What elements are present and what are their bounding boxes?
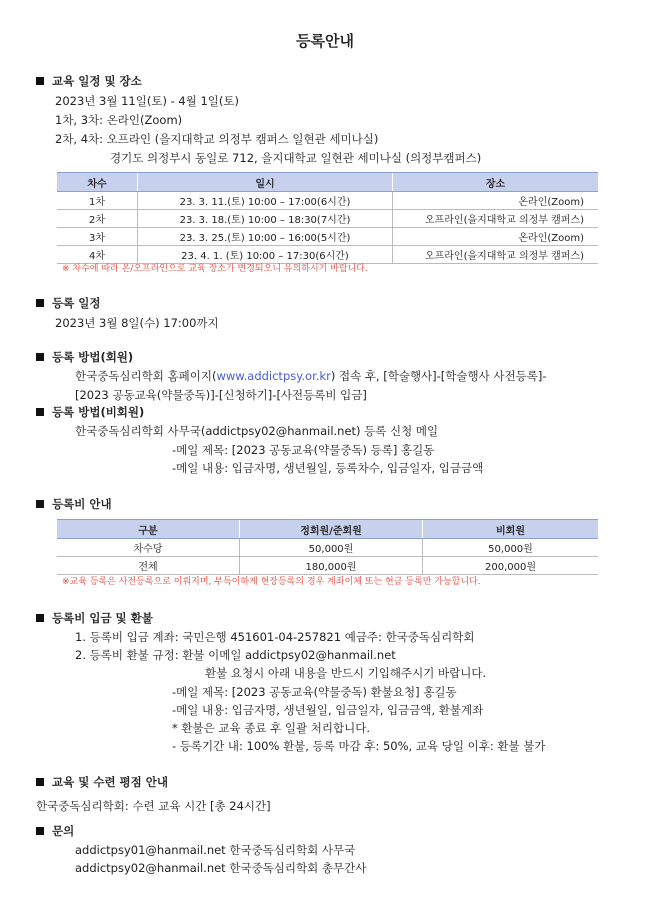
fee-table: [57, 519, 598, 575]
nonmember-method-line: 한국중독심리학회 사무국(addictpsy02@hanmail.net) 등록 신청 메일: [75, 424, 439, 438]
refund-rates: - 등록기간 내: 100% 환불, 등록 마감 후: 50%, 교육 당일 이후: 환불 불가: [172, 739, 546, 753]
table-cell: 180,000원: [240, 557, 423, 575]
section-training-credit-heading: 교육 및 수련 평점 안내: [36, 774, 168, 790]
table-header: 장소: [393, 173, 599, 192]
refund-policy: 2. 등록비 환불 규정: 환불 이메일 addictpsy02@hanmail.net: [75, 648, 396, 662]
table-cell: 50,000원: [240, 539, 423, 557]
table-cell: 차수당: [57, 539, 240, 557]
bullet-square-icon: [36, 500, 44, 508]
table-cell: 온라인(Zoom): [393, 192, 599, 210]
section-member-method-heading: 등록 방법(회원): [36, 349, 133, 365]
table-header: 정회원/준회원: [240, 520, 423, 539]
refund-processing-note: * 환불은 교육 종료 후 일괄 처리합니다.: [172, 721, 370, 735]
table-row: [57, 192, 598, 210]
bullet-square-icon: [36, 408, 44, 416]
table-header: 차수: [57, 173, 138, 192]
table-header: 비회원: [423, 520, 599, 539]
schedule-table: [57, 172, 598, 264]
schedule-address: 경기도 의정부시 동일로 712, 을지대학교 일현관 세미나실 (의정부캠퍼스): [110, 151, 482, 165]
bullet-square-icon: [36, 778, 44, 786]
schedule-offline: 2차, 4차: 오프라인 (을지대학교 의정부 캠퍼스 일현관 세미나실): [55, 132, 379, 146]
table-cell: 전체: [57, 557, 240, 575]
page-title: 등록안내: [296, 32, 354, 50]
section-nonmember-method-heading: 등록 방법(비회원): [36, 404, 144, 420]
fee-note: ※교육 등록은 사전등록으로 이뤄지며, 부득이하게 현장등록의 경우 계좌이체 또는 현금 등록만 가능합니다.: [62, 577, 481, 587]
table-cell: 200,000원: [423, 557, 599, 575]
payment-account: 1. 등록비 입금 계좌: 국민은행 451601-04-257821 예금주: 한국중독심리학회: [75, 630, 475, 644]
nonmember-mail-content: -메일 내용: 입금자명, 생년월일, 등록차수, 입금일자, 입금금액: [172, 461, 484, 475]
nonmember-mail-title: -메일 제목: [2023 공동교육(약물중독) 등록] 홍길동: [172, 443, 435, 457]
refund-mail-title: -메일 제목: [2023 공동교육(약물중독) 환불요청] 홍길동: [172, 685, 457, 699]
table-cell: 50,000원: [423, 539, 599, 557]
table-row: [57, 557, 598, 575]
section-payment-refund-heading: 등록비 입금 및 환불: [36, 610, 153, 626]
table-cell: 2차: [57, 210, 138, 228]
table-cell: 23. 3. 11.(토) 10:00 – 17:00(6시간): [138, 192, 393, 210]
bullet-square-icon: [36, 299, 44, 307]
table-row: [57, 210, 598, 228]
schedule-note: ※ 차수에 따라 온/오프라인으로 교육 장소가 변경되오니 유의하시기 바랍니다.: [62, 264, 368, 274]
bullet-square-icon: [36, 614, 44, 622]
table-header: 구분: [57, 520, 240, 539]
table-row: [57, 539, 598, 557]
training-credit-hours: 한국중독심리학회: 수련 교육 시간 [총 24시간]: [36, 799, 271, 813]
member-method-path: [2023 공동교육(약물중독)]-[신청하기]-[사전등록비 입금]: [75, 388, 367, 402]
homepage-link[interactable]: www.addictpsy.or.kr: [216, 369, 331, 383]
contact-secretary: addictpsy02@hanmail.net 한국중독심리학회 총무간사: [75, 861, 367, 875]
schedule-dates: 2023년 3월 11일(토) - 4월 1일(토): [55, 94, 239, 108]
contact-office: addictpsy01@hanmail.net 한국중독심리학회 사무국: [75, 843, 356, 857]
table-header-row: [57, 173, 598, 192]
refund-instruction: 환불 요청시 아래 내용을 반드시 기입해주시기 바랍니다.: [205, 666, 487, 680]
bullet-square-icon: [36, 827, 44, 835]
table-header: 일시: [138, 173, 393, 192]
table-header-row: [57, 520, 598, 539]
section-fee-heading: 등록비 안내: [36, 496, 112, 512]
table-cell: 4차: [57, 246, 138, 264]
table-cell: 23. 3. 18.(토) 10:00 – 18:30(7시간): [138, 210, 393, 228]
bullet-square-icon: [36, 353, 44, 361]
table-cell: 1차: [57, 192, 138, 210]
section-registration-date-heading: 등록 일정: [36, 295, 100, 311]
table-cell: 23. 3. 25.(토) 10:00 – 16:00(5시간): [138, 228, 393, 246]
section-contact-heading: 문의: [36, 823, 74, 839]
table-cell: 오프라인(을지대학교 의정부 캠퍼스): [393, 246, 599, 264]
table-cell: 3차: [57, 228, 138, 246]
refund-mail-content: -메일 내용: 입금자명, 생년월일, 입금일자, 입금금액, 환불계좌: [172, 703, 484, 717]
table-cell: 온라인(Zoom): [393, 228, 599, 246]
table-cell: 오프라인(을지대학교 의정부 캠퍼스): [393, 210, 599, 228]
bullet-square-icon: [36, 77, 44, 85]
table-row: [57, 228, 598, 246]
section-schedule-heading: 교육 일정 및 장소: [36, 73, 142, 89]
table-cell: 23. 4. 1. (토) 10:00 – 17:30(6시간): [138, 246, 393, 264]
registration-deadline: 2023년 3월 8일(수) 17:00까지: [55, 316, 219, 330]
member-method-line: 한국중독심리학회 홈페이지(www.addictpsy.or.kr) 접속 후, [학술행사]-[학술행사 사전등록]-: [75, 369, 547, 383]
schedule-online: 1차, 3차: 온라인(Zoom): [55, 113, 183, 127]
